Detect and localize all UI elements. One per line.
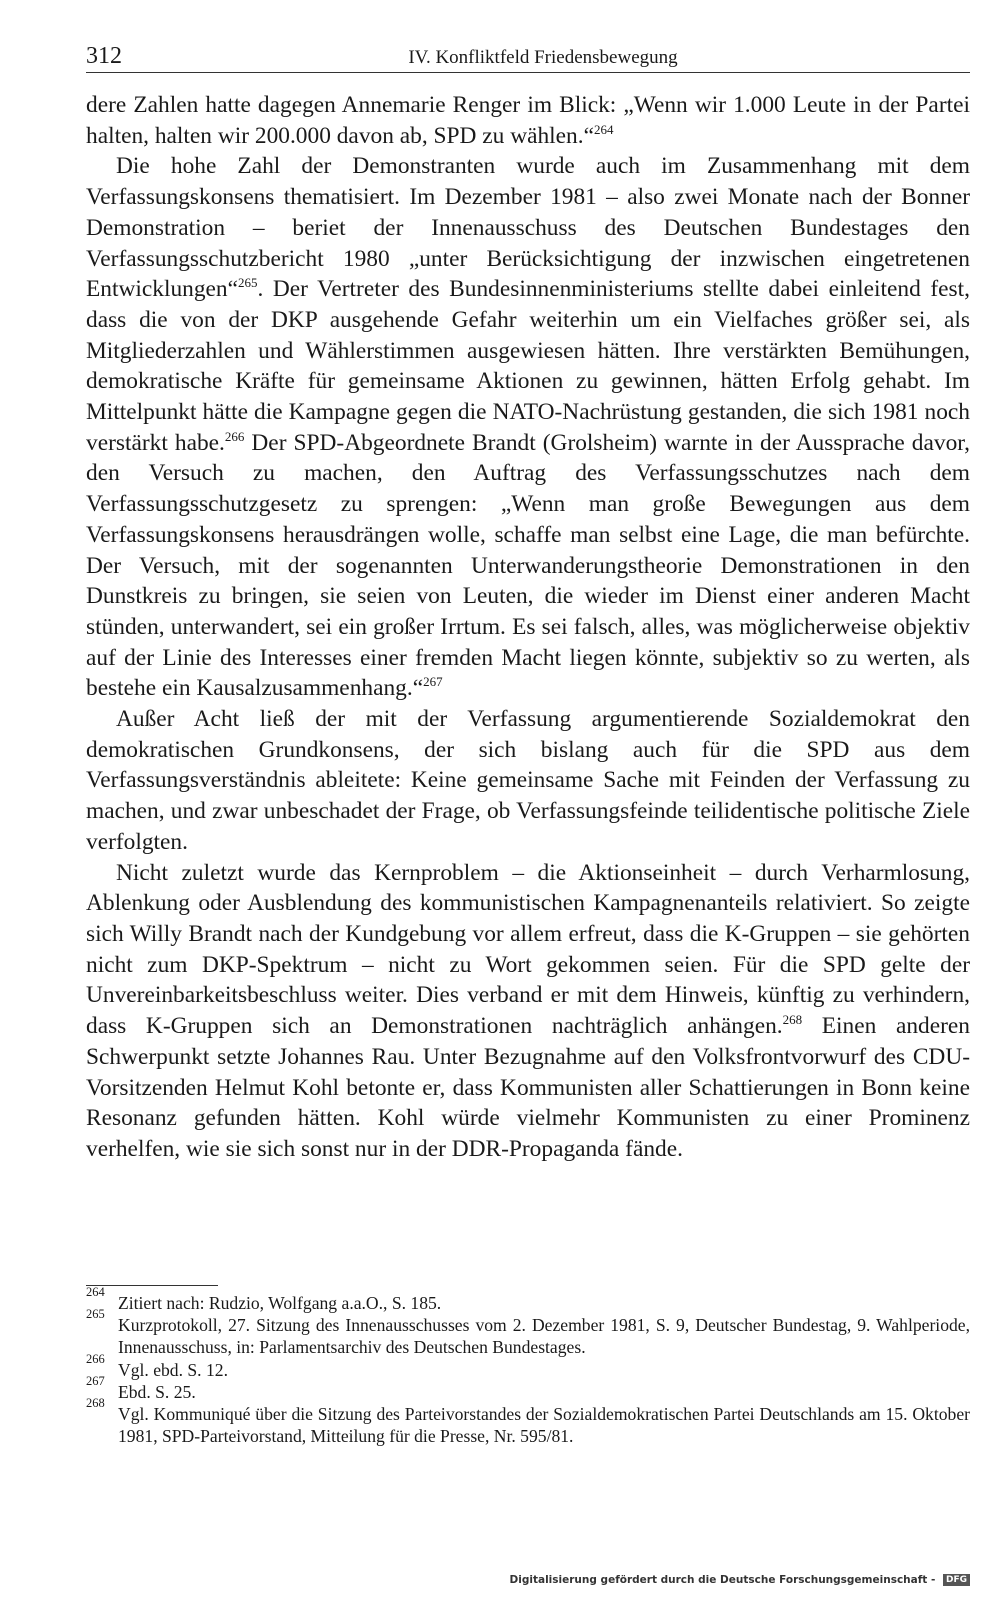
footnote-ref[interactable]: 266 — [224, 428, 245, 444]
footnote: 267 Ebd. S. 25. — [86, 1373, 196, 1402]
page-header — [86, 42, 970, 73]
footnote-number: 268 — [86, 1396, 105, 1411]
footnote-separator — [86, 1285, 218, 1286]
footnote-number: 267 — [86, 1373, 105, 1388]
paragraph: Die hohe Zahl der Demonstranten wurde auch im Zusammenhang mit dem Verfassungskonsens thematisiert. Im Dezember 1981 – also zwei Monate nach der Bonner Demonstration – beriet der Innenausschuss des Deutschen Bundestages den Verfassungsschutzbericht 1980 „unter Berücksichtigung der inzwischen eingetretenen Entwicklungen“$^{265}$. Der Vertreter des Bundesinnenministeriums stellte dabei einleitend fest, dass die von der DKP ausgehende Gefahr weiterhin um ein Vielfaches größer sei, als Mitgliederzahlen und Wählerstimmen ausgewiesen hätten. Ihre verstärkten Bemühungen, demokratische Kräfte für gemeinsame Aktionen zu gewinnen, hätten Erfolg gehabt. Im Mittelpunkt hätte die Kampagne gegen die NATO-Nachrüstung gestanden, die sich 1981 noch verstärkt habe.$^{266}$ Der SPD-Abgeordnete Brandt (Grolsheim) warnte in der Aussprache davor, den Versuch zu machen, den Auftrag des Verfassungsschutzes nach dem Verfassungsschutzgesetz zu sprengen: „Wenn man große Bewegungen aus dem Verfassungskonsens herausdrängen wolle, schaffe man selbst eine Lage, die man befürchte. Der Versuch, mit der sogenannten Unterwanderungstheorie Demonstrationen in den Dunstkreis zu bringen, sie seien von Leuten, die wieder im Dienst einer anderen Macht stünden, unterwandert, sei ein großer Irrtum. Es sei falsch, alles, was möglicherweise objektiv auf der Linie des Interesses einer fremden Macht liegen könnte, subjektiv so zu werten, als bestehe ein Kausalzusammenhang.“$^{267}$ — [86, 153, 970, 702]
running-title: IV. Konfliktfeld Friedensbewegung — [408, 47, 678, 68]
footnote-ref[interactable]: 264 — [593, 121, 614, 137]
footnote: 264 Zitiert nach: Rudzio, Wolfgang a.a.O., S. 185. — [86, 1285, 442, 1313]
footnote: 265 Kurzprotokoll, 27. Sitzung des Innenausschusses vom 2. Dezember 1981, S. 9, Deutscher Bundestag, 9. Wahlperiode, Innenausschuss, in: Parlamentsarchiv des Deutschen Bundestages. — [86, 1307, 970, 1358]
footnote-ref[interactable]: 268 — [782, 1012, 803, 1028]
digitization-credit: Digitalisierung gefördert durch die Deutsche Forschungsgemeinschaft - DFG — [510, 1574, 970, 1586]
footnote: 268 Vgl. Kommuniqué über die Sitzung des Parteivorstandes der Sozialdemokratischen Partei Deutschlands am 15. Oktober 1981, SPD-Parteivorstand, Mitteilung für die Presse, Nr. 595/81. — [86, 1396, 970, 1447]
footnote: 266 Vgl. ebd. S. 12. — [86, 1351, 228, 1380]
footnote-number: 265 — [86, 1307, 105, 1322]
paragraph: Außer Acht ließ der mit der Verfassung argumentierende Sozialdemokrat den demokratischen Grundkonsens, der sich bislang auch für die SPD aus dem Verfassungsverständnis ableitete: Keine gemeinsame Sache mit Feinden der Verfassung zu machen, und zwar unbeschadet der Frage, ob Verfassungsfeinde teilidentische politische Ziele verfolgten. — [86, 706, 970, 855]
footnote-number: 266 — [86, 1351, 105, 1366]
footnote-ref[interactable]: 267 — [423, 674, 443, 690]
footnote-ref[interactable]: 265 — [238, 275, 258, 291]
footnote-number: 264 — [86, 1285, 105, 1299]
paragraph-continued: dere Zahlen hatte dagegen Annemarie Renger im Blick: „Wenn wir 1.000 Leute in der Partei halten, halten wir 200.000 davon ab, SPD zu wählen.“$^{264}$ — [86, 92, 970, 149]
main-text — [86, 90, 970, 1165]
footnotes — [86, 1285, 970, 1447]
dfg-logo-icon: DFG — [943, 1574, 970, 1586]
paragraph: Nicht zuletzt wurde das Kernproblem – die Aktionseinheit – durch Verharmlosung, Ablenkung oder Ausblendung des kommunistischen Kampagnenanteils relativiert. So zeigte sich Willy Brandt nach der Kundgebung vor allem erfreut, dass die K-Gruppen – sie gehörten nicht zum DKP-Spektrum – nicht zu Wort gekommen seien. Für die SPD gelte der Unvereinbarkeitsbeschluss weiter. Dies verband er mit dem Hinweis, künftig zu verhindern, dass K-Gruppen sich an Demonstrationen nachträglich anhängen.$^{268}$ Einen anderen Schwerpunkt setzte Johannes Rau. Unter Bezugnahme auf den Volksfrontvorwurf des CDU-Vorsitzenden Helmut Kohl betonte er, dass Kommunisten aller Schattierungen in Bonn keine Resonanz gefunden hätten. Kohl würde vielmehr Kommunisten zu einer Prominenz verhelfen, wie sie sich sonst nur in der DDR-Propaganda fände. — [86, 859, 971, 1162]
page-number: 312 — [86, 43, 122, 69]
